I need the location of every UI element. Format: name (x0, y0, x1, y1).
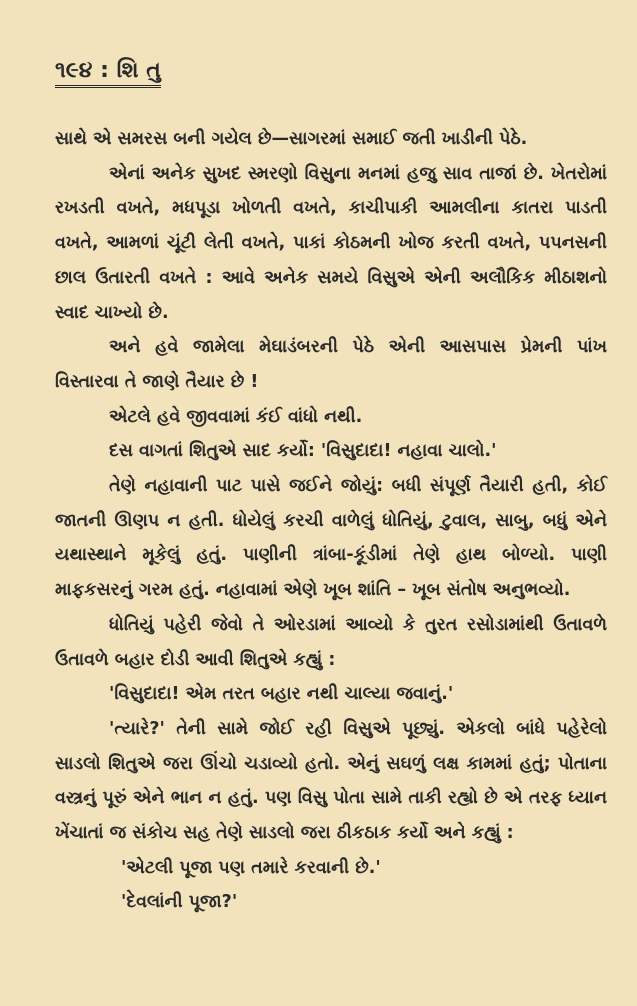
paragraph: દસ વાગતાં શિતુએ સાદ કર્યો: 'વિસુદાદા! નહાવા ચાલો.' (109, 441, 497, 462)
header-separator: : (100, 58, 109, 83)
paragraph: એનાં અનેક સુખદ સ્મરણો વિસુના મનમાં હજુ સાવ તાજાં છે. ખેતરોમાં રખડતી વખતે, મધપૂડા ખોળતી વખતે, કાચીપાકી આમલીના કાતરા પાડતી વખતે, આમળાં ચૂંટી લેતી વખતે, પાકાં કોઠમની ખોજ કરતી વખતે, પપનસની છાલ ઉતારતી વખતે : આવે અનેક સમયે વિસુએ એની અલૌકિક મીઠાશનો સ્વાદ ચાખ્યો છે. (55, 163, 607, 323)
paragraph: તેણે નહાવાની પાટ પાસે જઈને જોયું: બધી સંપૂર્ણ તૈયારી હતી, કોઈ જાતની ઊણપ ન હતી. ધોયેલું કરચી વાળેલું ધોતિયું, ટુવાલ, સાબુ, બધું એને યથાસ્થાને મૂકેલું હતું. પાણીની ત્રાંબા-કૂંડીમાં તેણે હાથ બોળ્યો. પાણી માફકસરનું ગરમ હતું. નહાવામાં એણે ખૂબ શાંતિ – ખૂબ સંતોષ અનુભવ્યો. (55, 476, 607, 601)
dialogue-line: 'એટલી પૂજા પણ તમારે કરવાની છે.' (121, 857, 381, 878)
page-number: ૧૯૪ (55, 58, 93, 83)
paragraph: અને હવે જામેલા મેઘાડંબરની પેઠે એની આસપાસ પ્રેમની પાંખ વિસ્તારવા તે જાણે તૈયાર છે ! (55, 337, 607, 392)
running-title: શિ તુ (116, 58, 161, 83)
running-head (55, 58, 161, 88)
dialogue-line: 'વિસુદાદા! એમ તરત બહાર નથી ચાલ્યા જવાનું.' (109, 684, 454, 705)
paragraph: ધોતિયું પહેરી જેવો તે ઓરડામાં આવ્યો કે તુરત રસોડામાંથી ઉતાવળે ઉતાવળે બહાર દોડી આવી શિતુએ કહ્યું : (55, 614, 607, 670)
dialogue-line: 'દેવલાંની પૂજા?' (121, 892, 238, 913)
paragraph: એટલે હવે જીવવામાં કંઈ વાંધો નથી. (109, 406, 363, 427)
paragraph: 'ત્યારે?' તેની સામે જોઈ રહી વિસુએ પૂછ્યું. એકલો બાંધે પહેરેલો સાડલો શિતુએ જરા ઊંચો ચડાવ્યો હતો. એનું સઘળું લક્ષ કામમાં હતું; પોતાના વસ્ત્રનું પૂરું એને ભાન ન હતું. પણ વિસુ પોતા સામે તાકી રહ્યો છે એ તરફ ધ્યાન ખેંચાતાં જ સંકોચ સહ તેણે સાડલો જરા ઠીકઠાક કર્યો અને કહ્યું : (55, 718, 607, 844)
page-header (55, 58, 607, 88)
page-body (55, 122, 607, 920)
paragraph: સાથે એ સમરસ બની ગયેલ છે—સાગરમાં સમાઈ જતી ખાડીની પેઠે. (55, 129, 528, 149)
